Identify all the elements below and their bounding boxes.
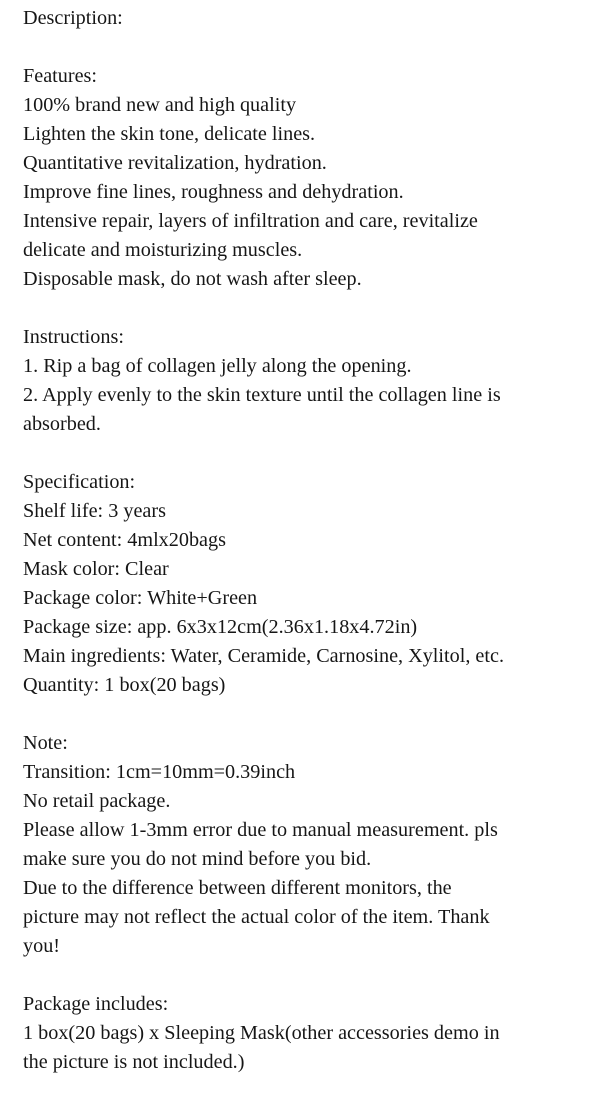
specification-line: Mask color: Clear xyxy=(23,558,169,580)
blank-line xyxy=(23,961,588,990)
features-heading: Features: xyxy=(23,65,97,87)
note-section xyxy=(23,729,588,961)
note-line: No retail package. xyxy=(23,790,171,812)
specification-line: Shelf life: 3 years xyxy=(23,500,166,522)
note-line: Please allow 1-3mm error due to manual measurement. pls xyxy=(23,819,498,841)
blank-line xyxy=(23,33,588,62)
package-includes-section xyxy=(23,990,588,1077)
note-line: Due to the difference between different monitors, the xyxy=(23,877,452,899)
instructions-line: absorbed. xyxy=(23,413,101,435)
instructions-section xyxy=(23,323,588,439)
instructions-line: 1. Rip a bag of collagen jelly along the opening. xyxy=(23,355,412,377)
product-description-document xyxy=(23,4,588,1077)
specification-line: Package color: White+Green xyxy=(23,587,258,609)
features-line: 100% brand new and high quality xyxy=(23,94,297,116)
note-heading: Note: xyxy=(23,732,68,754)
specification-line: Main ingredients: Water, Ceramide, Carnosine, Xylitol, etc. xyxy=(23,645,505,667)
blank-line xyxy=(23,700,588,729)
note-line: make sure you do not mind before you bid. xyxy=(23,848,372,870)
features-line: Disposable mask, do not wash after sleep. xyxy=(23,268,362,290)
package-includes-line: the picture is not included.) xyxy=(23,1051,245,1073)
features-line: Quantitative revitalization, hydration. xyxy=(23,152,327,174)
description-heading: Description: xyxy=(23,7,123,29)
package-includes-line: 1 box(20 bags) x Sleeping Mask(other accessories demo in xyxy=(23,1022,500,1044)
note-line: you! xyxy=(23,935,61,957)
features-section xyxy=(23,62,588,294)
specification-heading: Specification: xyxy=(23,471,136,493)
specification-line: Quantity: 1 box(20 bags) xyxy=(23,674,226,696)
specification-line: Package size: app. 6x3x12cm(2.36x1.18x4.72in) xyxy=(23,616,418,638)
note-line: picture may not reflect the actual color of the item. Thank xyxy=(23,906,490,928)
features-line: Lighten the skin tone, delicate lines. xyxy=(23,123,316,145)
blank-line xyxy=(23,439,588,468)
features-line: Intensive repair, layers of infiltration and care, revitalize xyxy=(23,210,478,232)
blank-line xyxy=(23,294,588,323)
package-includes-heading: Package includes: xyxy=(23,993,169,1015)
specification-section xyxy=(23,468,588,700)
instructions-line: 2. Apply evenly to the skin texture until the collagen line is xyxy=(23,384,501,406)
instructions-heading: Instructions: xyxy=(23,326,124,348)
features-line: delicate and moisturizing muscles. xyxy=(23,239,303,261)
specification-line: Net content: 4mlx20bags xyxy=(23,529,226,551)
features-line: Improve fine lines, roughness and dehydration. xyxy=(23,181,404,203)
note-line: Transition: 1cm=10mm=0.39inch xyxy=(23,761,296,783)
